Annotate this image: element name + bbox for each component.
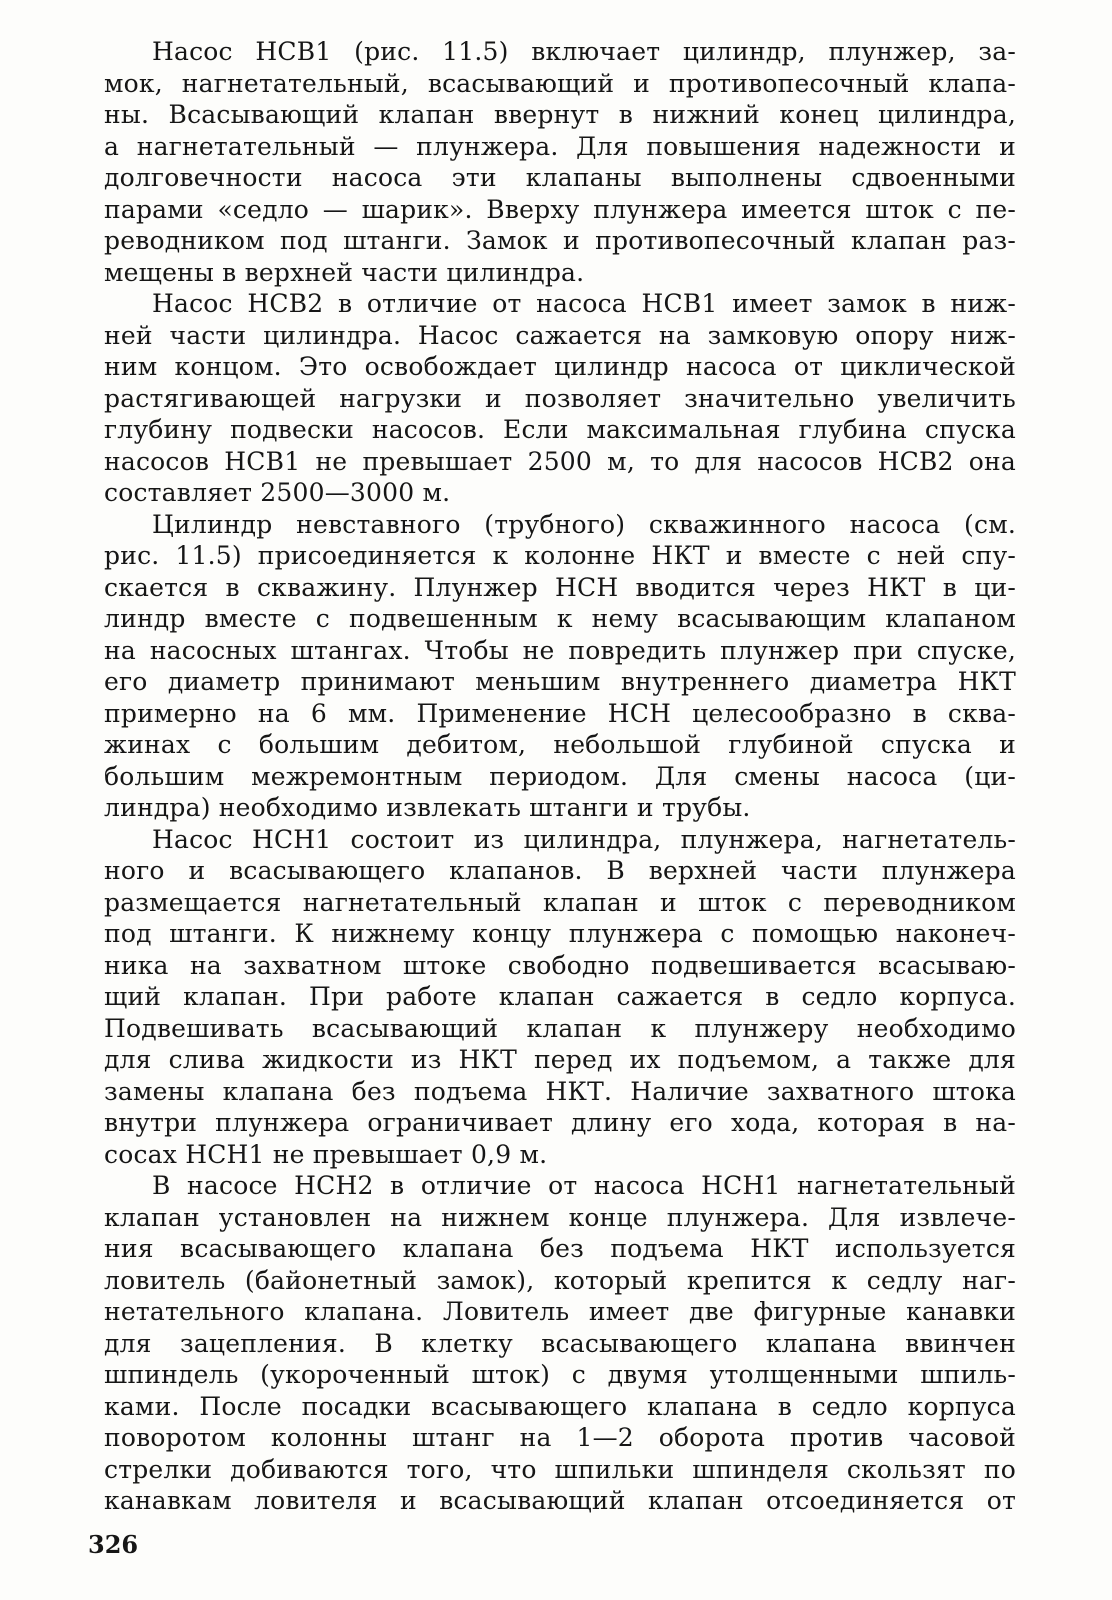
text-line: ния всасывающего клапана без подъема НКТ используется bbox=[104, 1234, 1016, 1263]
text-line: под штанги. К нижнему концу плунжера с помощью наконеч- bbox=[104, 919, 1016, 948]
text-line: линдра) необходимо извлекать штанги и трубы. bbox=[104, 793, 751, 822]
text-line: поворотом колонны штанг на 1—2 оборота против часовой bbox=[104, 1423, 1016, 1452]
text-line: для слива жидкости из НКТ перед их подъемом, а также для bbox=[104, 1045, 1016, 1074]
text-line: растягивающей нагрузки и позволяет значительно увеличить bbox=[104, 383, 1016, 413]
text-line: замены клапана без подъема НКТ. Наличие захватного штока bbox=[104, 1076, 1016, 1106]
text-line: ника на захватном штоке свободно подвешивается всасываю- bbox=[104, 950, 1016, 980]
text-line: Насос НСВ2 в отличие от насоса НСВ1 имеет замок в ниж- bbox=[152, 289, 1016, 318]
text-line: ней части цилиндра. Насос сажается на замковую опору ниж- bbox=[104, 320, 1016, 350]
text-line: мок, нагнетательный, всасывающий и противопесочный клапа- bbox=[104, 68, 1016, 98]
text-line: большим межремонтным периодом. Для смены насоса (ци- bbox=[104, 761, 1016, 791]
text-line: примерно на 6 мм. Применение НСН целесообразно в сква- bbox=[104, 698, 1016, 728]
paragraph bbox=[104, 824, 1016, 1171]
text-line: линдр вместе с подвешенным к нему всасывающим клапаном bbox=[104, 604, 1016, 633]
text-line: стрелки добиваются того, что шпильки шпинделя скользят по bbox=[104, 1454, 1016, 1484]
text-line: на насосных штангах. Чтобы не повредить плунжер при спуске, bbox=[104, 635, 1016, 665]
text-line: мещены в верхней части цилиндра. bbox=[104, 257, 585, 287]
text-line: насосов НСВ1 не превышает 2500 м, то для насосов НСВ2 она bbox=[104, 446, 1016, 476]
text-line: внутри плунжера ограничивает длину его хода, которая в на- bbox=[104, 1108, 1016, 1137]
text-line: парами «седло — шарик». Вверху плунжера имеется шток с пе- bbox=[104, 194, 1016, 224]
text-line: Насос НСН1 состоит из цилиндра, плунжера, нагнетатель- bbox=[152, 824, 1016, 854]
paragraph bbox=[104, 509, 1016, 824]
text-line: глубину подвески насосов. Если максимальная глубина спуска bbox=[104, 415, 1016, 444]
text-line: жинах с большим дебитом, небольшой глубиной спуска и bbox=[104, 730, 1016, 759]
text-line: ним концом. Это освобождает цилиндр насоса от циклической bbox=[104, 352, 1016, 381]
text-line: клапан установлен на нижнем конце плунжера. Для извлече- bbox=[104, 1202, 1016, 1232]
body-text bbox=[104, 36, 1016, 1517]
text-line: Цилиндр невставного (трубного) скважинного насоса (см. bbox=[152, 509, 1016, 539]
paragraph bbox=[104, 1170, 1016, 1517]
text-line: его диаметр принимают меньшим внутреннего диаметра НКТ bbox=[104, 667, 1016, 696]
text-line: нетательного клапана. Ловитель имеет две фигурные канавки bbox=[104, 1297, 1016, 1326]
paragraph bbox=[104, 36, 1016, 288]
text-line: размещается нагнетательный клапан и шток с переводником bbox=[104, 887, 1016, 917]
text-line: скается в скважину. Плунжер НСН вводится через НКТ в ци- bbox=[104, 572, 1016, 602]
text-line: ны. Всасывающий клапан ввернут в нижний конец цилиндра, bbox=[104, 100, 1016, 129]
page-number: 326 bbox=[88, 1530, 139, 1559]
text-line: составляет 2500—3000 м. bbox=[104, 478, 451, 507]
text-line: щий клапан. При работе клапан сажается в седло корпуса. bbox=[104, 982, 1016, 1011]
text-line: для зацепления. В клетку всасывающего клапана ввинчен bbox=[104, 1328, 1016, 1358]
text-line: ловитель (байонетный замок), который крепится к седлу наг- bbox=[104, 1265, 1016, 1295]
text-line: канавкам ловителя и всасывающий клапан отсоединяется от bbox=[104, 1486, 1016, 1515]
paragraph bbox=[104, 288, 1016, 509]
text-line: Подвешивать всасывающий клапан к плунжеру необходимо bbox=[104, 1013, 1016, 1043]
text-line: сосах НСН1 не превышает 0,9 м. bbox=[104, 1139, 548, 1169]
text-line: ного и всасывающего клапанов. В верхней части плунжера bbox=[104, 856, 1016, 885]
text-line: шпиндель (укороченный шток) с двумя утолщенными шпиль- bbox=[104, 1360, 1016, 1389]
text-line: В насосе НСН2 в отличие от насоса НСН1 нагнетательный bbox=[152, 1171, 1016, 1200]
text-line: Насос НСВ1 (рис. 11.5) включает цилиндр, плунжер, за- bbox=[152, 37, 1016, 66]
text-line: реводником под штанги. Замок и противопесочный клапан раз- bbox=[104, 226, 1016, 255]
text-line: ками. После посадки всасывающего клапана в седло корпуса bbox=[104, 1391, 1016, 1421]
text-line: долговечности насоса эти клапаны выполнены сдвоенными bbox=[104, 163, 1016, 192]
text-line: рис. 11.5) присоединяется к колонне НКТ и вместе с ней спу- bbox=[104, 541, 1016, 570]
text-line: а нагнетательный — плунжера. Для повышения надежности и bbox=[104, 131, 1016, 161]
